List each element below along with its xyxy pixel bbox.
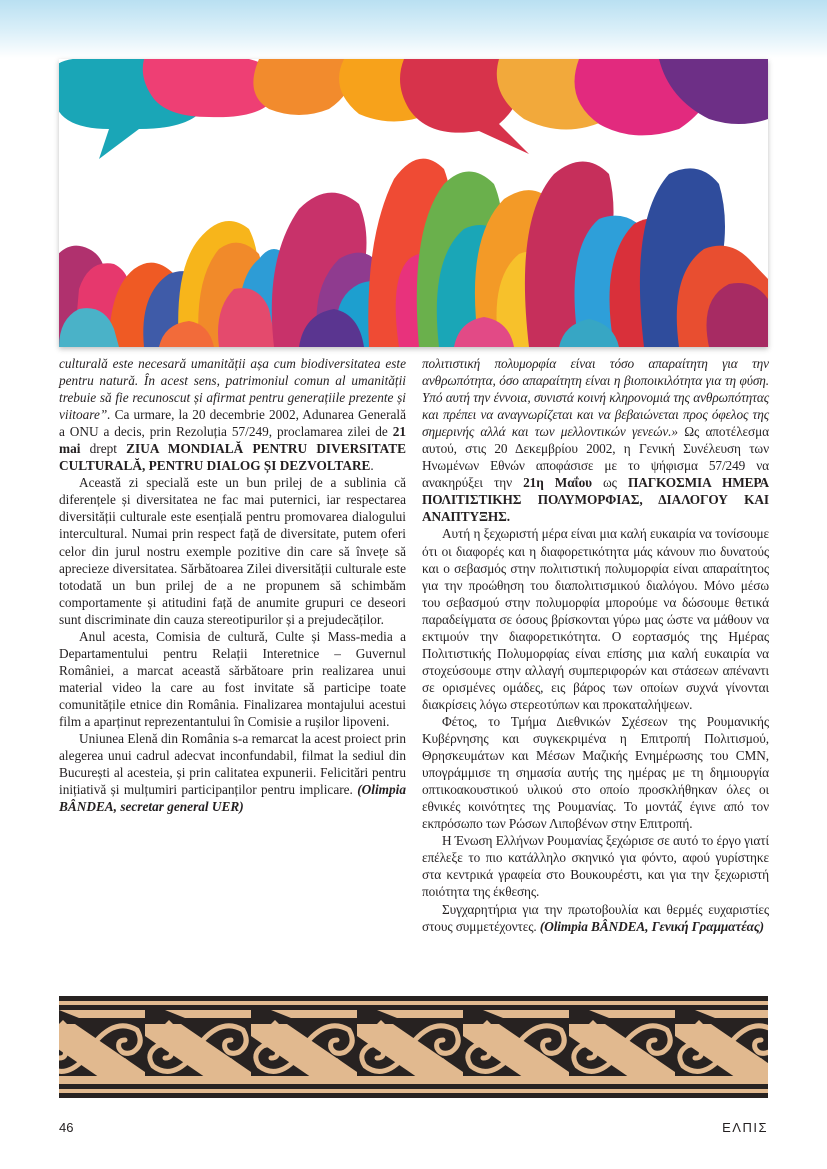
hero-illustration — [59, 59, 768, 347]
ornament-pattern — [59, 996, 768, 1098]
paragraph — [59, 355, 406, 474]
text: Ως αποτέλεσμα αυτού, στις 20 Δεκεμβρίου 2002, η Γενική Συνέλευση των Ηνωμένων Εθνών αποφάσισε με το ψήφισμα 57/249 να ανακηρύξει την — [422, 424, 769, 491]
quote-italic: culturală este necesară umanității așa cum biodiversitatea este pentru natură. În acest sens, patrimoniul comun al umanității trebuie să fie recunoscut și afirmat pentru generațiile prezente și viitoare”. — [59, 356, 406, 423]
text: Συγχαρητήρια για την πρωτοβουλία και θερμές ευχαριστίες στους συμμετέχοντες. — [422, 901, 769, 934]
author-signature: (Olimpia BÂNDEA, Γενική Γραμματέας) — [539, 918, 764, 934]
text: ως — [591, 475, 628, 491]
page-number: 46 — [59, 1120, 74, 1135]
paragraph — [422, 355, 769, 525]
paragraph: Η Ένωση Ελλήνων Ρουμανίας ξεχώρισε σε αυτό το έργο γιατί επέλεξε το πιο κατάλληλο σκηνικό για φόντο, αφού γυρίστηκε στα κεντρικά γραφεία στο Βουκουρέστι, και για την ξεχωριστή ποιότητα της έκθεσης. — [422, 833, 769, 900]
paragraph: Anul acesta, Comisia de cultură, Culte și Mass-media a Departamentului pentru Relații Interetnice – Guvernul României, a marcat această sărbătoare prin realizarea unui material video la care au fost invitate să participe toate comunitățile etnice din România. Finalizarea montajului acestui film a aparținut reprezentantului în Comisie a rușilor lipoveni. — [59, 628, 406, 729]
day-title: ΠΑΓΚΟΣΜΙΑ ΗΜΕΡΑ ΠΟΛΙΤΙΣΤΙΚΗΣ ΠΟΛΥΜΟΡΦΙΑΣ, ΔΙΑΛΟΓΟΥ ΚΑΙ ΑΝΑΠΤΥΞΗΣ. — [422, 475, 769, 525]
paragraph: Αυτή η ξεχωριστή μέρα είναι μια καλή ευκαιρία να τονίσουμε ότι οι διαφορές και η διαφορετικότητα μάς κάνουν πιο δυνατούς και ο σεβασμός στην πολιτιστική πολυμορφία είναι απαραίτητος για την προώθηση του διαπολιτισμικού διαλόγου. Μόνο μέσω του σεβασμού στην πολυμορφία μπορούμε να δώσουμε θετικά παραδείγματα σε όσους βρίσκονται γύρω μας ώστε να μάθουν να εκτιμούν την διαφορετικότητα. Ο εορτασμός της Ημέρας Πολιτιστικής Πολυμορφίας είναι επίσης μια καλή ευκαιρία να στοχεύσουμε στην αλλαγή συμπεριφορών και στάσεων απέναντι σε ορισμένες ομάδες, εις βάρος των οποίων συχνά γίνονται διακρίσεις λόγω στερεοτύπων και προκαταλήψεων. — [422, 526, 769, 712]
text: . — [370, 458, 374, 474]
paragraph: Φέτος, το Τμήμα Διεθνικών Σχέσεων της Ρουμανικής Κυβέρνησης και συγκεκριμένα η Επιτροπή Πολιτισμού, Θρησκευμάτων και Μέσων Μαζικής Ενημέρωσης του CMN, υπογράμμισε τη σημασία αυτής της ημέρας με τη δημιουργία οπτικοακουστικού υλικού στο οποίο προσκλήθηκαν όλες οι εθνικές κοινότητες της Ρουμανίας. Το μοντάζ έγινε από τον εκπρόσωπο των Ρώσων Λιποβένων στην Επιτροπή. — [422, 713, 769, 832]
quote-italic: πολιτιστική πολυμορφία είναι τόσο απαραίτητη για την ανθρωπότητα, όσο απαραίτητη είναι η βιοποικιλότητα για τη φύση. Υπό αυτή την έννοια, συνιστά κοινή κληρονομιά της ανθρωπότητας και πρέπει να αναγνωρίζεται και να βεβαιώνεται προς όφελος της σημερινής αλλά και των μελλοντικών γενεών.» — [422, 356, 769, 440]
author-signature: (Olimpia BÂNDEA, secretar general UER) — [59, 782, 406, 815]
paragraph: Această zi specială este un bun prilej de a sublinia că diferențele și diversitatea ne fac mai puternici, iar respectarea diversității culturale este esențială pentru promovarea dialogului intercultural. Numai prin respect față de diversitate, putem oferi celor din jurul nostru exemple pozitive din care să învețe să aprecieze diversitatea. Sărbătoarea Zilei diversității culturale este totodată un bun prilej de a ne propunem să schimbăm comportamente și atitudini față de anumite grupuri ce deseori sunt discriminate din cauza stereotipurilor și a prejudecăților. — [59, 475, 406, 627]
paragraph — [422, 901, 769, 935]
text: Uniunea Elenă din România s-a remarcat la acest proiect prin alegerea unui cadrul adecvat inconfundabil, filmat la sediul din București al acesteia, și prin calitatea expunerii. Felicitări pentru inițiativă și mulțumiri participanților pentru implicare. — [59, 731, 406, 798]
romanian-article-column — [59, 355, 406, 815]
people-silhouettes — [59, 159, 768, 347]
decorative-border — [59, 996, 768, 1098]
speech-bubble — [253, 59, 351, 115]
text: drept — [80, 441, 127, 457]
date-bold: 21η Μαΐου — [523, 475, 592, 491]
top-color-band — [0, 0, 827, 58]
date-bold: 21 mai — [59, 424, 406, 457]
magazine-title: ΕΛΠΙΣ — [722, 1120, 768, 1135]
paragraph — [59, 730, 406, 815]
day-title: ZIUA MONDIALĂ PENTRU DIVERSITATE CULTURALĂ, PENTRU DIALOG ȘI DEZVOLTARE — [59, 441, 406, 474]
diversity-people-image — [59, 59, 768, 347]
text: Ca urmare, la 20 decembrie 2002, Adunarea Generală a ONU a decis, prin Rezoluția 57/249, proclamarea zilei de — [59, 407, 406, 440]
greek-article-column — [422, 355, 769, 935]
